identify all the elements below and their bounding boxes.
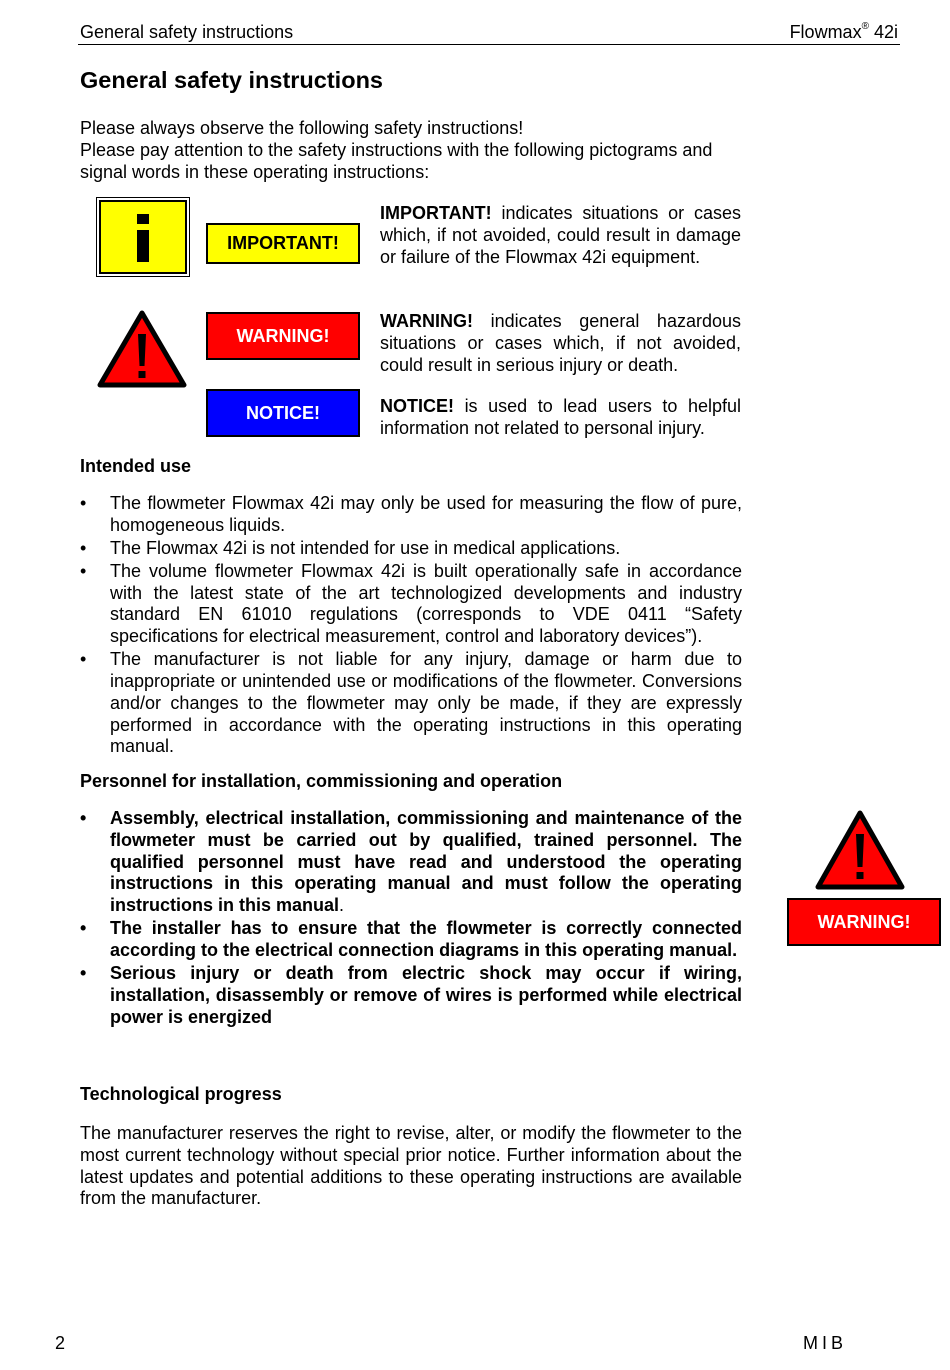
intro-line: Please always observe the following safety instructions! xyxy=(80,118,524,138)
warning-keyword: WARNING! xyxy=(380,311,473,331)
bullet: • xyxy=(80,537,87,558)
warning-triangle-icon xyxy=(97,310,187,388)
important-description xyxy=(380,203,741,268)
running-header-product xyxy=(790,22,898,43)
page-title: General safety instructions xyxy=(80,67,383,93)
list-item: • The flowmeter Flowmax 42i may only be used for measuring the flow of pure, homogeneous liquids. xyxy=(80,493,742,535)
list-item: • The manufacturer is not liable for any injury, damage or harm due to inappropriate or unintended use or modifications of the flowmeter. Conversions and/or changes to the flowmeter may only be made, if they are expressly performed in accordance with the operating instructions in this operating manual. xyxy=(80,649,742,757)
bullet: • xyxy=(80,962,87,983)
warning-triangle-icon xyxy=(815,810,905,890)
warning-description xyxy=(380,311,741,376)
section-heading-intended-use: Intended use xyxy=(80,456,192,476)
intro-line: signal words in these operating instructions: xyxy=(80,161,430,182)
section-heading-personnel: Personnel for installation, commissioning and operation xyxy=(80,771,563,791)
important-description-text: indicates situations or cases which, if not avoided, could result in damage or failure of the Flowmax 42i equipment. xyxy=(380,203,741,267)
product-name: Flowmax xyxy=(789,22,862,42)
warning-signal-label: WARNING! xyxy=(787,898,941,946)
intro-line: Please pay attention to the safety instructions with the following pictograms and xyxy=(80,139,713,160)
intended-use-list xyxy=(80,493,742,759)
warning-signal-label: WARNING! xyxy=(206,312,360,360)
product-model: 42i xyxy=(873,22,898,42)
bullet: • xyxy=(80,918,87,939)
list-item: • The installer has to ensure that the flowmeter is correctly connected according to the electrical connection diagrams in this operating manual. xyxy=(80,918,742,960)
notice-keyword: NOTICE! xyxy=(380,396,454,416)
bullet: • xyxy=(80,808,87,828)
bullet: • xyxy=(80,649,87,670)
list-item: • The Flowmax 42i is not intended for use in medical applications. xyxy=(80,537,621,558)
info-i-glyph xyxy=(101,202,185,272)
list-item: • Serious injury or death from electric shock may occur if wiring, installation, disassembly or remove of wires is performed while electrical power is energized xyxy=(80,962,742,1027)
list-item: • The volume flowmeter Flowmax 42i is built operationally safe in accordance with the latest state of the art technologized developments and industry standard EN 61010 regulations (corresponds to VDE 0411 “Safety specifications for electrical measurement, control and laboratory devices”). xyxy=(80,560,742,647)
running-header-title: General safety instructions xyxy=(80,22,294,42)
list-item: • Assembly, electrical installation, commissioning and maintenance of the flowmeter must be carried out by qualified, trained personnel. The qualified personnel must have read and understood the operating instructions in this operating manual and must follow the operating instructions in this manual. xyxy=(80,808,742,916)
intro-paragraph xyxy=(80,118,742,183)
important-signal-label: IMPORTANT! xyxy=(206,223,360,264)
tech-progress-paragraph: The manufacturer reserves the right to revise, alter, or modify the flowmeter to the most current technology without special prior notice. Further information about the latest updates and potential additions to these operating instructions are available from the manufacturer. xyxy=(80,1123,742,1209)
notice-description-text: is used to lead users to helpful information not related to personal injury. xyxy=(380,396,741,438)
notice-signal-label: NOTICE! xyxy=(206,389,360,437)
important-keyword: IMPORTANT! xyxy=(380,203,492,223)
header-rule xyxy=(78,44,900,45)
warning-description-text: indicates general hazardous situations or cases which, if not avoided, could result in serious injury or death. xyxy=(380,311,741,375)
registered-mark: ® xyxy=(861,21,869,32)
bullet: • xyxy=(80,493,87,513)
page-number: 2 xyxy=(55,1333,66,1353)
bullet: • xyxy=(80,560,87,581)
notice-description xyxy=(380,396,741,440)
item-period: . xyxy=(339,895,345,916)
section-heading-tech-progress: Technological progress xyxy=(80,1084,282,1104)
personnel-list xyxy=(80,808,742,1030)
footer-company: MIB xyxy=(803,1333,848,1353)
info-icon xyxy=(99,200,187,274)
